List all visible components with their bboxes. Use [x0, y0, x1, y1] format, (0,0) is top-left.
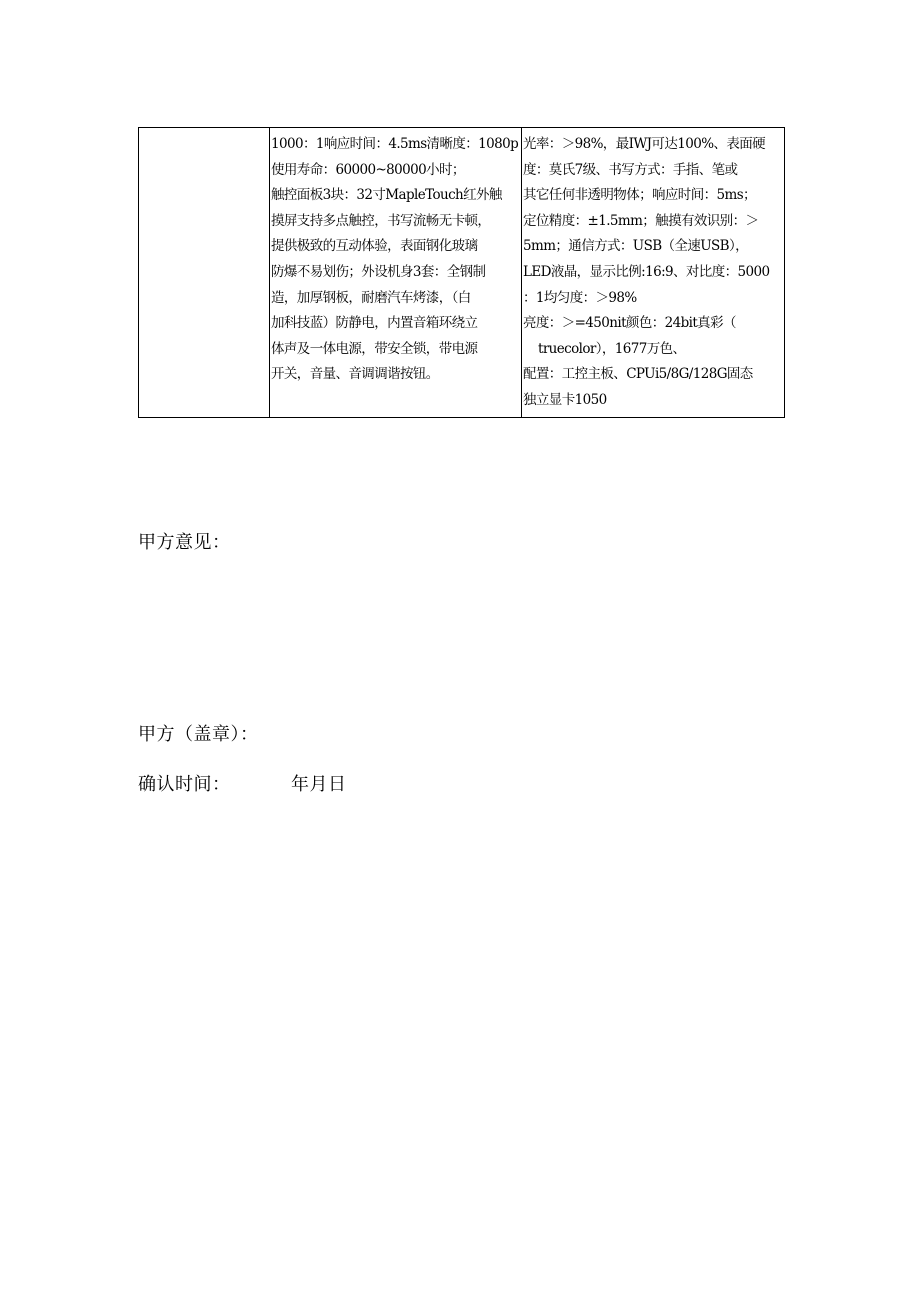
spec-line: 加科技蓝）防静电，内置音箱环绕立 [271, 315, 478, 332]
spec-line: truecolor），1677万色、 [538, 340, 686, 357]
spec-line: 摸屏支持多点触控，书写流畅无卡顿， [271, 212, 491, 229]
table-cell-specs-left [270, 128, 522, 418]
party-a-opinion-label: 甲方意见： [138, 532, 231, 553]
spec-line: ：1均匀度：＞98% [523, 289, 637, 306]
table-row [139, 128, 785, 418]
spec-line: 光率：＞98%，最IWJ可达100%、表面硬 [523, 136, 766, 152]
spec-line: 1000：1响应时间：4.5ms清晰度：1080p [271, 136, 519, 152]
spec-line: 定位精度：±1.5mm；触摸有效识别：＞ [523, 212, 759, 229]
spec-line: 5mm；通信方式：USB（全速USB）， [523, 238, 749, 255]
spec-line: 独立显卡1050 [523, 391, 607, 408]
specs-left-lines [270, 128, 521, 388]
specs-right-lines [522, 128, 784, 414]
spec-line: 提供极致的互动体验，表面钢化玻璃 [271, 238, 478, 255]
table-cell-empty [139, 128, 270, 418]
spec-table [138, 127, 785, 418]
spec-line: 防爆不易划伤；外设机身3套：全钢制 [271, 263, 486, 280]
spec-line: 亮度：＞=450nit颜色：24bit真彩（ [523, 315, 736, 332]
party-a-seal-label: 甲方（盖章）： [138, 724, 259, 745]
spec-line: 度：莫氏7级、书写方式：手指、笔或 [523, 161, 738, 178]
table-cell-specs-right [522, 128, 785, 418]
spec-line: 造，加厚钢板，耐磨汽车烤漆，（白 [271, 289, 471, 306]
spec-line: 体声及一体电源，带安全锁，带电源 [271, 340, 478, 357]
spec-line: 使用寿命：60000~80000小时； [271, 161, 465, 178]
spec-line: LED液晶，显示比例:16:9、对比度：5000 [523, 263, 770, 280]
confirm-time-label: 确认时间： [138, 774, 231, 795]
spec-line: 开关，音量、音调调谐按钮。 [271, 366, 439, 383]
spec-line: 触控面板3块：32寸MapleTouch红外触 [271, 187, 502, 204]
date-placeholder: 年月日 [291, 774, 347, 795]
spec-line: 配置：工控主板、CPUi5/8G/128G固态 [523, 366, 753, 383]
spec-line: 其它任何非透明物体；响应时间：5ms； [523, 187, 756, 204]
